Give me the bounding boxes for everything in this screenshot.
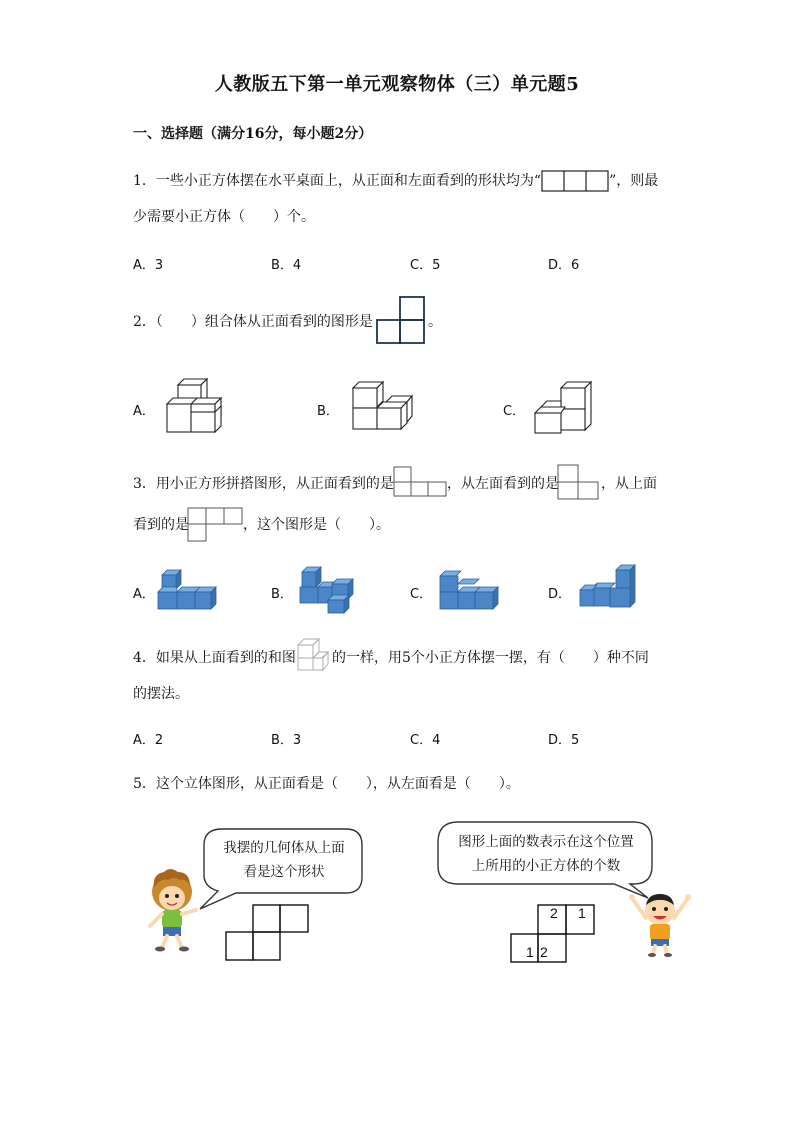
q1-text-b: ”，则最 [609,173,659,189]
q1-text-a: 1．一些小正方体摆在水平桌面上，从正面和左面看到的形状均为“ [133,173,542,189]
q3-option-a[interactable]: A． [133,587,155,602]
q3-option-c-figure[interactable] [438,568,500,612]
q4-option-c[interactable]: C．4 [410,733,441,748]
q3-option-b-figure[interactable] [298,566,358,614]
page-title: 人教版五下第一单元观察物体（三）单元题5 [214,74,580,95]
q3-text-c: ，从上面 [601,476,657,492]
q4-option-b[interactable]: B．3 [271,733,302,748]
q3-text-b: ，从左面看到的是 [447,476,559,492]
q4-option-a[interactable]: A．2 [133,733,164,748]
right-bubble-line-2: 上所用的小正方体的个数 [471,858,621,874]
q1-option-c[interactable]: C．5 [410,258,441,273]
q2-option-c[interactable]: C． [503,404,526,419]
right-bubble-line-1: 图形上面的数表示在这个位置 [458,834,634,850]
q2-option-c-figure[interactable] [533,380,593,436]
q3-option-d[interactable]: D． [548,587,572,602]
q5-text: 5．这个立体图形，从正面看是（ ），从左面看是（ ）。 [133,776,520,792]
boy-cartoon-left [146,868,202,952]
q3-left-view-figure [557,464,599,500]
q2-option-b-figure[interactable] [350,380,414,432]
top-view-shape-grid [224,904,310,962]
q3-front-view-figure [393,466,447,498]
q3-option-a-figure[interactable] [156,568,218,612]
left-bubble-line-2: 看是这个形状 [243,864,325,880]
q1-option-a[interactable]: A．3 [133,258,164,273]
grid-number-top-middle: 2 [550,905,558,921]
q3-text-e: ，这个图形是（ ）。 [243,517,390,533]
grid-number-bottom-middle: 2 [540,944,548,960]
q3-option-c[interactable]: C． [410,587,433,602]
q2-text-b: 。 [428,314,442,330]
q2-option-b[interactable]: B． [317,404,339,419]
question-1-line-1 [133,170,658,192]
q2-text-a: 2．（ ）组合体从正面看到的图形是 [133,314,373,330]
q1-view-figure [541,170,609,192]
q4-option-d[interactable]: D．5 [548,733,580,748]
q4-line-2: 的摆法。 [133,686,189,702]
q4-text-b: 的一样，用5个小正方体摆一摆，有（ ）种不同 [332,650,649,666]
grid-number-bottom-left: 1 [526,944,534,960]
q3-text-a: 3．用小正方形拼搭图形，从正面看到的是 [133,476,394,492]
q1-option-d[interactable]: D．6 [548,258,580,273]
q1-line-2: 少需要小正方体（ ）个。 [133,209,315,225]
boy-cartoon-right [626,888,696,958]
q2-front-view-figure [376,296,426,346]
q3-text-d: 看到的是 [133,517,189,533]
q3-top-view-figure [187,507,243,543]
left-bubble-line-1: 我摆的几何体从上面 [223,840,345,856]
right-bubble-text [440,830,652,878]
section-heading: 一、选择题（满分16分，每小题2分） [133,126,373,142]
q4-top-view-figure [295,636,331,672]
grid-number-top-right: 1 [578,905,586,921]
q2-option-a-figure[interactable] [165,378,225,434]
q1-option-b[interactable]: B．4 [271,258,302,273]
q4-text-a: 4．如果从上面看到的和图 [133,650,296,666]
q3-option-b[interactable]: B． [271,587,293,602]
q3-option-d-figure[interactable] [578,564,638,612]
q2-option-a[interactable]: A． [133,404,155,419]
left-bubble-text [206,836,362,884]
